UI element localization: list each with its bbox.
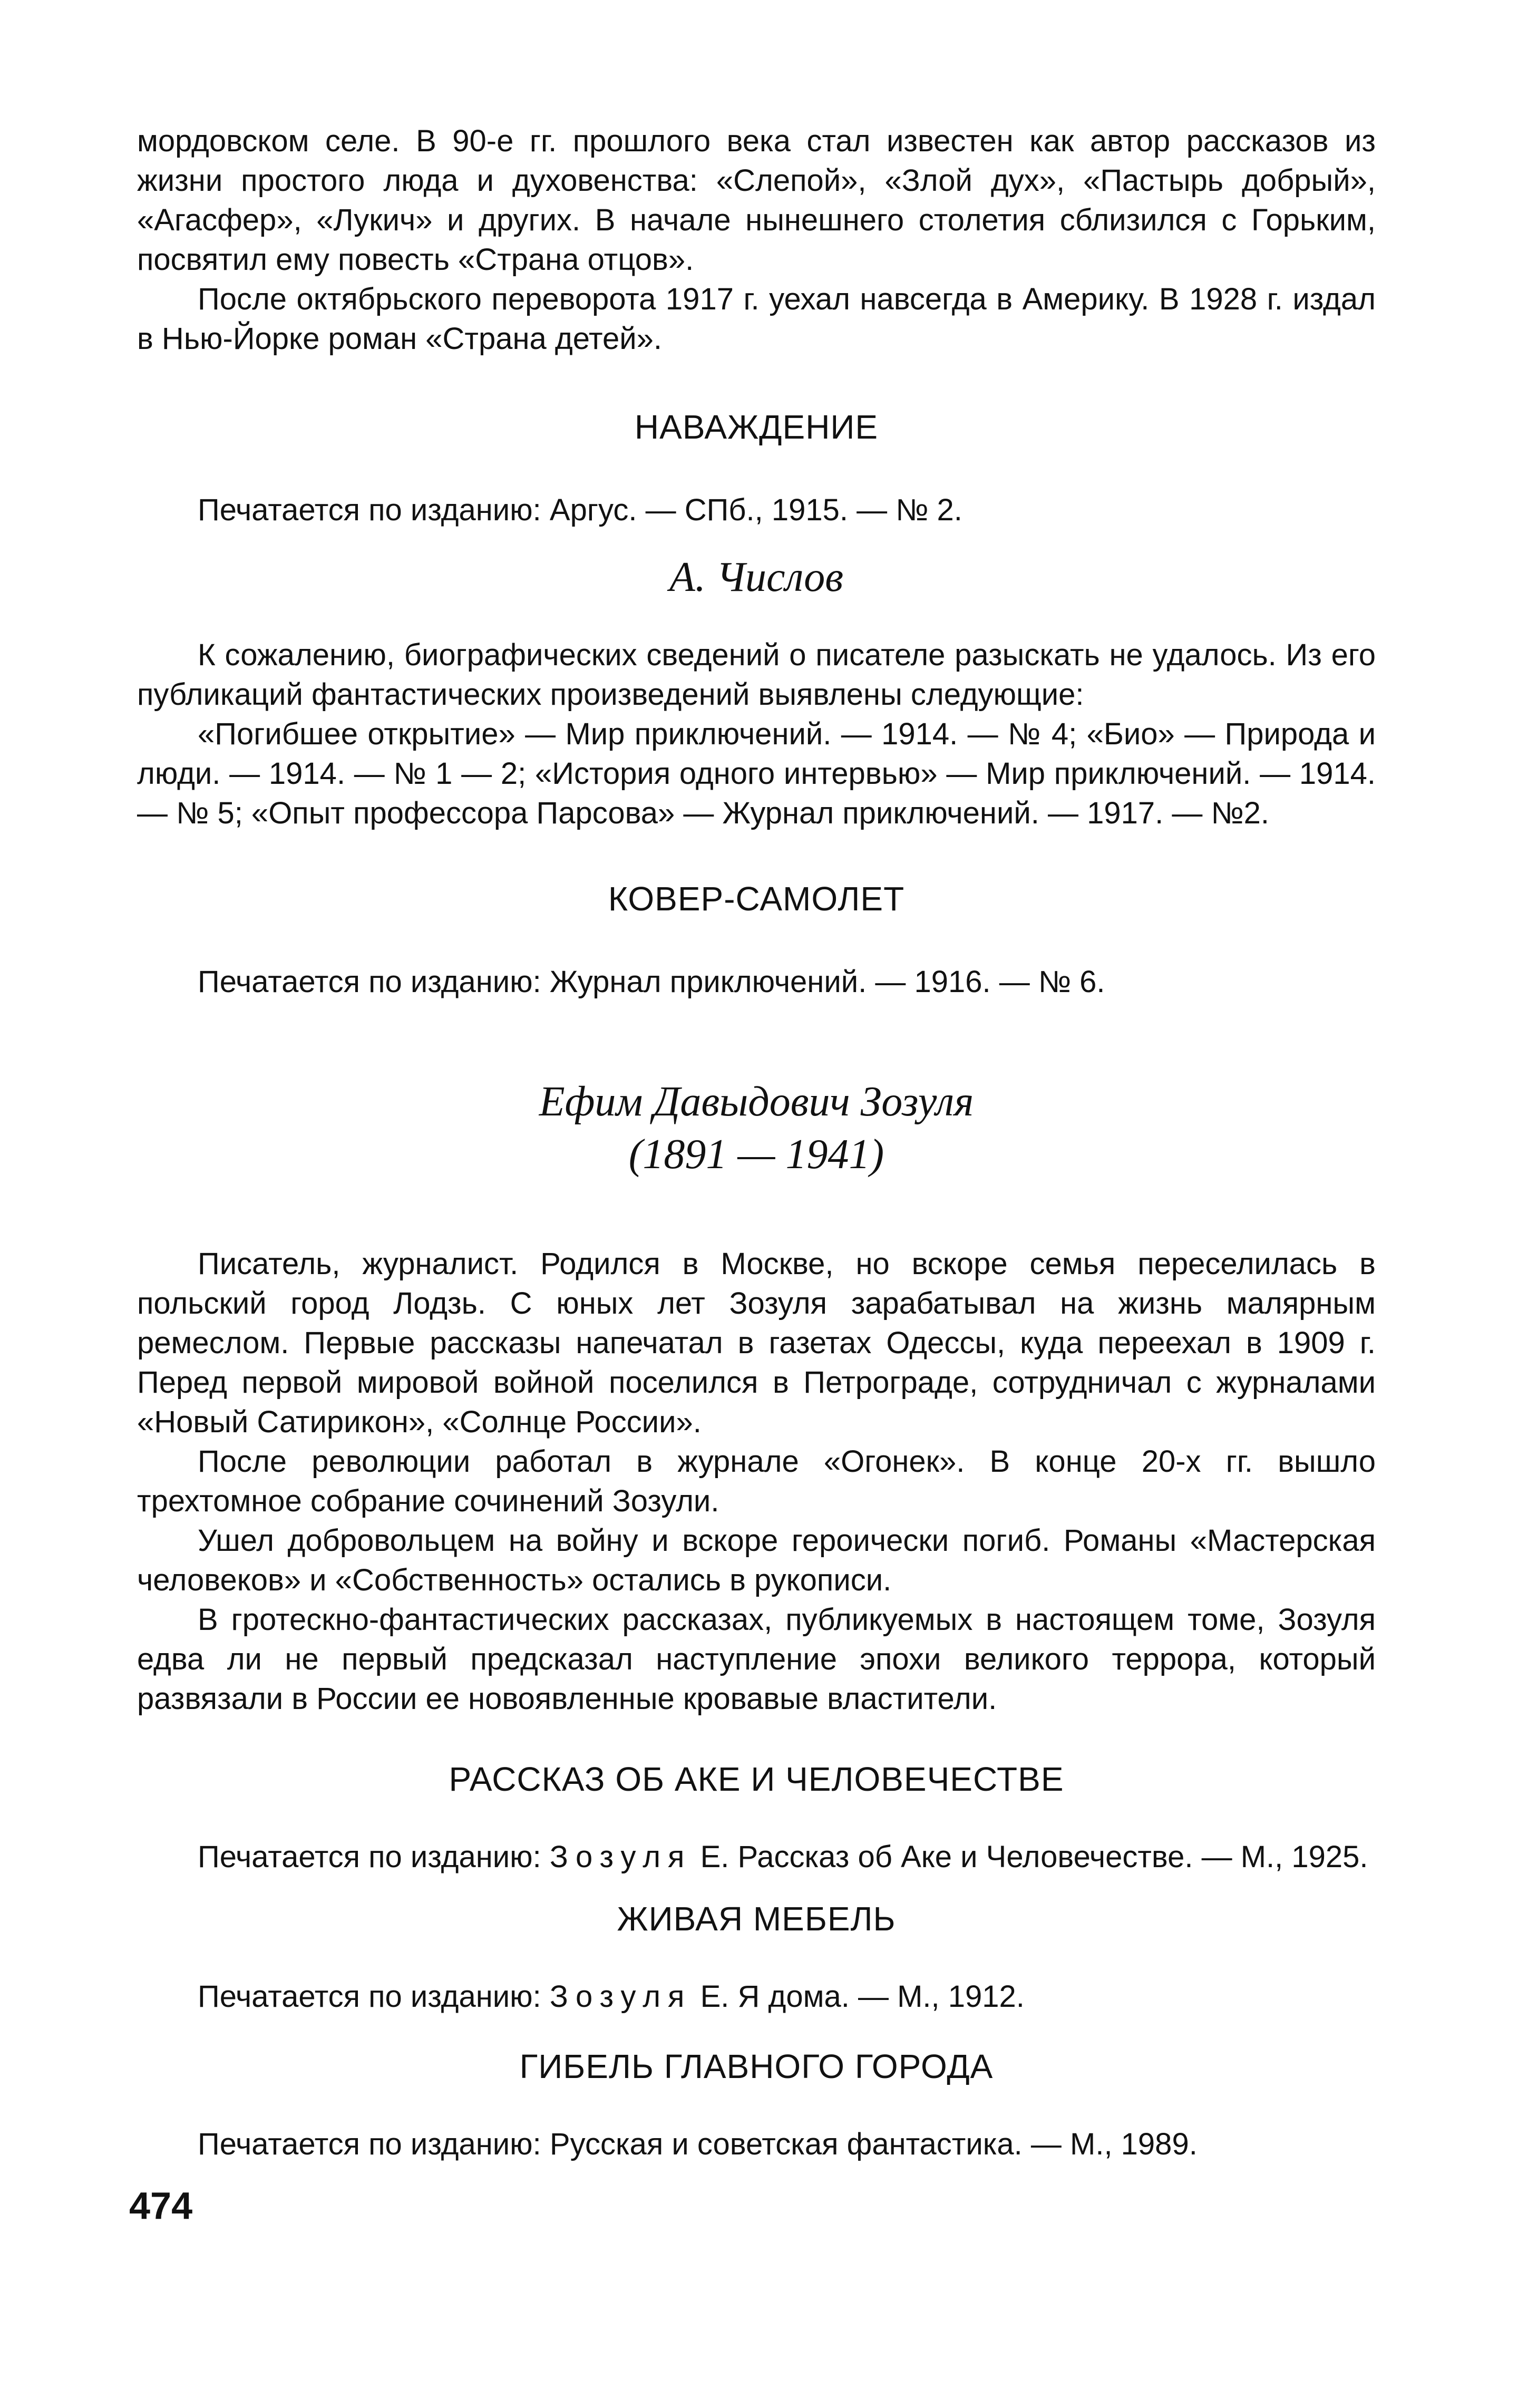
source-rest: Е. Рассказ об Аке и Человечестве. — М., 1925. <box>692 1840 1368 1874</box>
source-prefix: Печатается по изданию: <box>198 1979 550 2014</box>
intro-paragraph-2: После октябрьского переворота 1917 г. уехал навсегда в Америку. В 1928 г. издал в Нью-Йорке роман «Страна детей». <box>137 282 1376 356</box>
author-name-chislov: А. Числов <box>669 554 844 600</box>
section-title-rasskaz-ob-ake: РАССКАЗ ОБ АКЕ И ЧЕЛОВЕЧЕСТВЕ <box>449 1760 1064 1798</box>
zozulya-paragraph-3: Ушел добровольцем на войну и вскоре героически погиб. Романы «Мастерская человеков» и «Собственность» остались в рукописи. <box>137 1523 1376 1597</box>
chislov-paragraph-1: К сожалению, биографических сведений о писателе разыскать не удалось. Из его публикаций фантастических произведений выявлены следующие: <box>137 638 1376 712</box>
source-author: Зозуля <box>549 1840 692 1874</box>
source-rasskaz-ob-ake <box>137 1837 1376 1877</box>
source-prefix: Печатается по изданию: <box>198 1840 550 1874</box>
zozulya-paragraph-2: После революции работал в журнале «Огонек». В конце 20-х гг. вышло трехтомное собрание сочинений Зозули. <box>137 1444 1376 1518</box>
section-title-gibel-glavnogo-goroda: ГИБЕЛЬ ГЛАВНОГО ГОРОДА <box>519 2047 994 2085</box>
source-author: Зозуля <box>549 1979 692 2014</box>
chislov-paragraph-2: «Погибшее открытие» — Мир приключений. — 1914. — № 4; «Био» — Природа и люди. — 1914. — № 1 — 2; «История одного интервью» — Мир приключений. — 1914. — № 5; «Опыт профессора Парсова» — Журнал приключений. — 1917. — №2. <box>137 717 1376 830</box>
author-years-zozulya: (1891 — 1941) <box>628 1131 884 1178</box>
source-rest: Е. Я дома. — М., 1912. <box>692 1979 1025 2014</box>
source-gibel-glavnogo-goroda: Печатается по изданию: Русская и советская фантастика. — М., 1989. <box>198 2127 1198 2161</box>
zozulya-paragraph-4: В гротескно-фантастических рассказах, публикуемых в настоящем томе, Зозуля едва ли не первый предсказал наступление эпохи великого террора, который развязали в России ее новоявленные кровавые властители. <box>137 1603 1376 1716</box>
intro-paragraph-1: мордовском селе. В 90-е гг. прошлого века стал известен как автор рассказов из жизни простого люда и духовенства: «Слепой», «Злой дух», «Пастырь добрый», «Агасфер», «Лукич» и других. В начале нынешнего столетия сблизился с Горьким, посвятил ему повесть «Страна отцов». <box>137 124 1376 277</box>
author-name-zozulya: Ефим Давыдович Зозуля <box>539 1079 974 1125</box>
source-navazhdenie: Печатается по изданию: Аргус. — СПб., 1915. — № 2. <box>198 493 962 527</box>
source-zhivaya-mebel <box>137 1977 1376 2016</box>
page-number: 474 <box>129 2185 193 2227</box>
section-title-navazhdenie: НАВАЖДЕНИЕ <box>634 408 879 446</box>
page-content <box>137 121 1376 2164</box>
source-kover-samolet: Печатается по изданию: Журнал приключений. — 1916. — № 6. <box>198 965 1105 999</box>
zozulya-paragraph-1: Писатель, журналист. Родился в Москве, но вскоре семья переселилась в польский город Лодзь. С юных лет Зозуля зарабатывал на жизнь малярным ремеслом. Первые рассказы напечатал в газетах Одессы, куда переехал в 1909 г. Перед первой мировой войной поселился в Петрограде, сотрудничал с журналами «Новый Сатирикон», «Солнце России». <box>137 1247 1376 1439</box>
section-title-zhivaya-mebel: ЖИВАЯ МЕБЕЛЬ <box>617 1900 896 1938</box>
section-title-kover-samolet: КОВЕР-САМОЛЕТ <box>608 880 905 918</box>
